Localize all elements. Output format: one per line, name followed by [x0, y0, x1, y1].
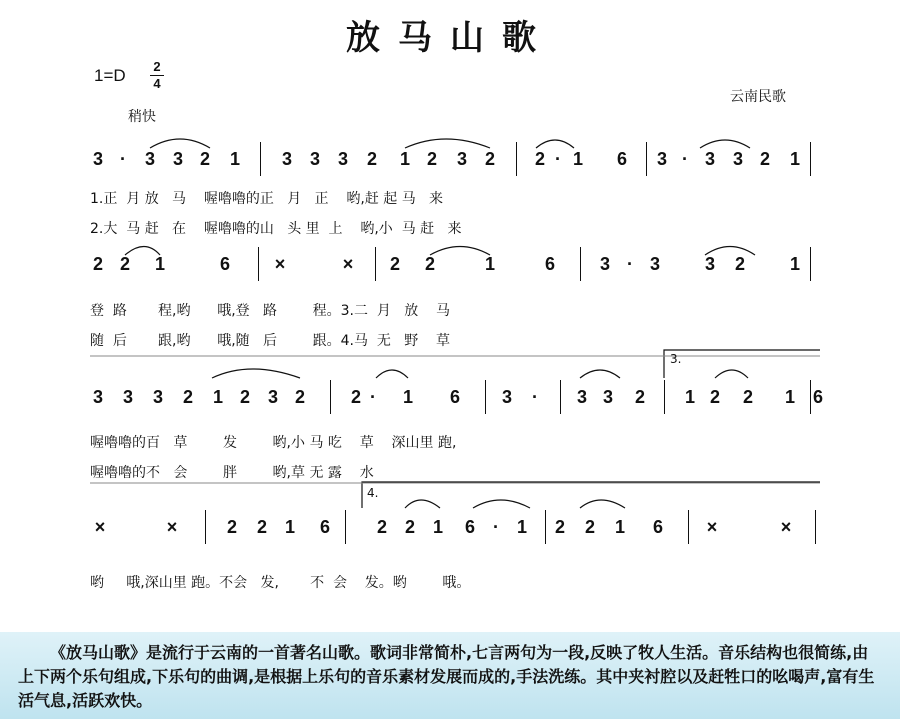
note: 3	[602, 387, 614, 407]
note: 2	[92, 254, 104, 274]
note: 2	[424, 254, 436, 274]
barline	[664, 380, 665, 414]
song-description: 《放马山歌》是流行于云南的一首著名山歌。歌词非常简朴,七言两句为一段,反映了牧人生活。音乐结构也很简练,由上下两个乐句组成,下乐句的曲调,是根据上乐句的音乐素材发展而成的,手法洗练。其中夹衬腔以及赶牲口的吆喝声,富有生活气息,活跃欢快。	[18, 643, 875, 710]
note: 2	[182, 387, 194, 407]
lyric-line: 喔嚕嚕的不 会 胖 哟,草 无 露 水	[90, 465, 374, 481]
composer-credit: 云南民歌	[730, 89, 786, 105]
note: 2	[484, 149, 496, 169]
note: ×	[274, 254, 286, 274]
note: 2	[734, 254, 746, 274]
note: ×	[780, 517, 792, 537]
note: 2	[554, 517, 566, 537]
note: 3	[267, 387, 279, 407]
note: 3	[122, 387, 134, 407]
note: 3	[144, 149, 156, 169]
note: 1	[484, 254, 496, 274]
note: ·	[555, 149, 561, 169]
barline	[375, 247, 376, 281]
note: 1	[229, 149, 241, 169]
note: 2	[366, 149, 378, 169]
barline	[516, 142, 517, 176]
note: ×	[342, 254, 354, 274]
lyric-line: 登 路 程,哟 哦,登 路 程。3.二 月 放 马	[90, 303, 451, 319]
note: 2	[759, 149, 771, 169]
note: ·	[370, 387, 376, 407]
note: 3	[501, 387, 513, 407]
note: 2	[294, 387, 306, 407]
barline	[815, 510, 816, 544]
note: 1	[572, 149, 584, 169]
note: 1	[284, 517, 296, 537]
note: 2	[256, 517, 268, 537]
note: 2	[534, 149, 546, 169]
meter-bottom: 4	[153, 76, 161, 91]
barline	[545, 510, 546, 544]
note: ×	[166, 517, 178, 537]
barline	[330, 380, 331, 414]
note: 3	[576, 387, 588, 407]
key-signature: 1=D	[94, 66, 126, 85]
note: 1	[789, 149, 801, 169]
note: 6	[544, 254, 556, 274]
note: ·	[532, 387, 538, 407]
barline	[688, 510, 689, 544]
note: 1	[614, 517, 626, 537]
note: 2	[742, 387, 754, 407]
note: 2	[426, 149, 438, 169]
barline	[810, 380, 811, 414]
note: 2	[584, 517, 596, 537]
note: 3	[92, 149, 104, 169]
note: 6	[812, 387, 824, 407]
note: 1	[789, 254, 801, 274]
barline	[810, 142, 811, 176]
note: 1	[516, 517, 528, 537]
barline	[260, 142, 261, 176]
note: 3	[732, 149, 744, 169]
note: 3	[92, 387, 104, 407]
note: 2	[226, 517, 238, 537]
note: 2	[709, 387, 721, 407]
lyric-line: 哟 哦,深山里 跑。不会 发, 不 会 发。哟 哦。	[90, 575, 471, 591]
note: 3	[152, 387, 164, 407]
note: 3	[704, 254, 716, 274]
tempo-marking: 稍快	[128, 109, 156, 125]
note: 1	[432, 517, 444, 537]
note: 2	[376, 517, 388, 537]
note: 3	[337, 149, 349, 169]
note: 1	[212, 387, 224, 407]
note: ·	[493, 517, 499, 537]
note: ×	[94, 517, 106, 537]
note: 2	[389, 254, 401, 274]
note: 2	[404, 517, 416, 537]
note: 2	[119, 254, 131, 274]
note: 1	[399, 149, 411, 169]
note: 6	[219, 254, 231, 274]
note: 6	[616, 149, 628, 169]
note: ·	[627, 254, 633, 274]
note: 1	[402, 387, 414, 407]
note: 1	[684, 387, 696, 407]
song-title: 放马山歌	[346, 18, 554, 58]
note: 2	[199, 149, 211, 169]
note: ·	[682, 149, 688, 169]
note: 6	[652, 517, 664, 537]
note: 6	[319, 517, 331, 537]
barline	[580, 247, 581, 281]
note: 2	[350, 387, 362, 407]
note: 1	[154, 254, 166, 274]
note: 6	[449, 387, 461, 407]
note: 3	[704, 149, 716, 169]
lyric-line: 2.大 马 赶 在 喔嚕嚕的山 头 里 上 哟,小 马 赶 来	[90, 221, 462, 237]
barline	[560, 380, 561, 414]
lyric-line: 1.正 月 放 马 喔嚕嚕的正 月 正 哟,赶 起 马 来	[90, 191, 444, 207]
note: 3	[172, 149, 184, 169]
volta-label: 3.	[670, 352, 682, 366]
barline	[485, 380, 486, 414]
meter-top: 2	[153, 59, 161, 74]
note: 3	[281, 149, 293, 169]
note: 3	[649, 254, 661, 274]
barline	[345, 510, 346, 544]
note: 3	[656, 149, 668, 169]
note: 2	[239, 387, 251, 407]
note: 3	[309, 149, 321, 169]
lyric-line: 随 后 跟,哟 哦,随 后 跟。4.马 无 野 草	[90, 333, 451, 349]
note: ×	[706, 517, 718, 537]
note: 3	[456, 149, 468, 169]
footer-panel	[0, 632, 900, 719]
barline	[258, 247, 259, 281]
note: 6	[464, 517, 476, 537]
note: ·	[120, 149, 126, 169]
volta-label: 4.	[367, 486, 379, 500]
note: 3	[599, 254, 611, 274]
lyric-line: 喔嚕嚕的百 草 发 哟,小 马 吃 草 深山里 跑,	[90, 435, 457, 451]
note: 1	[784, 387, 796, 407]
note: 2	[634, 387, 646, 407]
barline	[205, 510, 206, 544]
barline	[810, 247, 811, 281]
barline	[646, 142, 647, 176]
